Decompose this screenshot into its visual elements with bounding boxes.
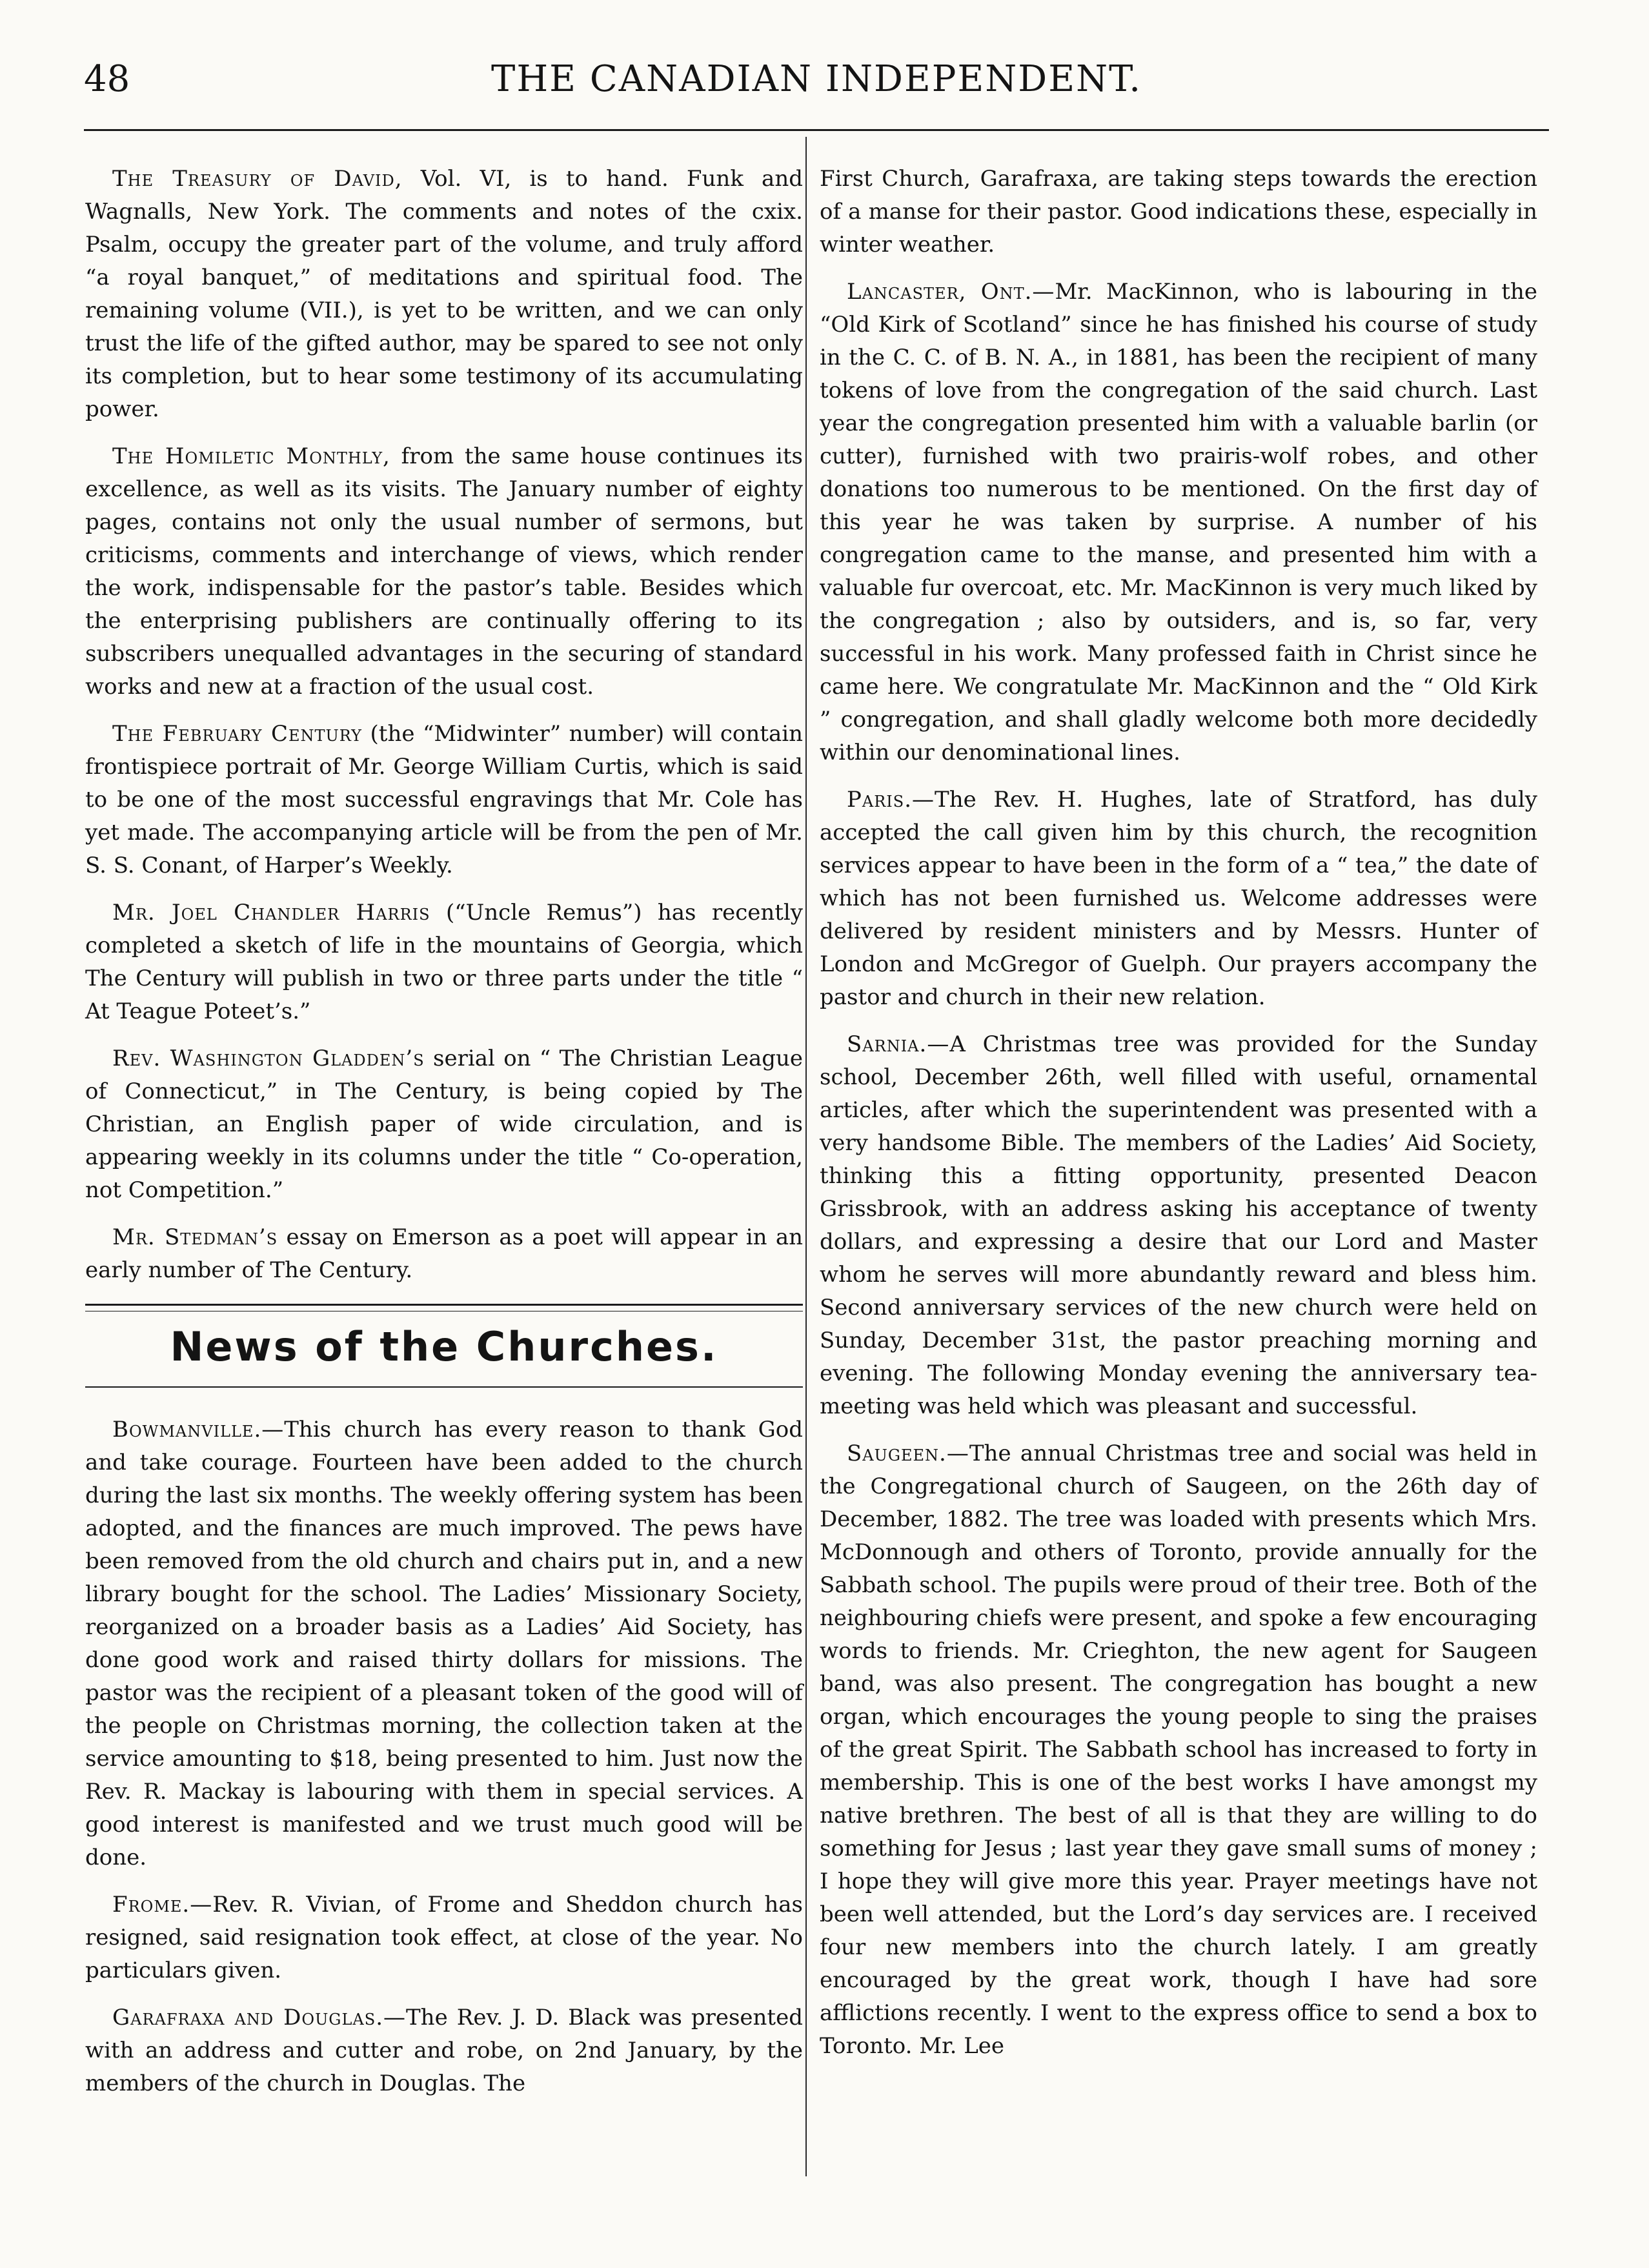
news-lead: Bowmanville.— xyxy=(112,1417,285,1443)
notice-february-century xyxy=(85,718,803,882)
news-saugeen xyxy=(820,1437,1537,2063)
banner-double-rule xyxy=(85,1304,803,1311)
notice-text: essay on Emerson as a poet will appear in an early number of The Century. xyxy=(85,1224,803,1283)
news-text: A Christmas tree was provided for the Sunday school, December 26th, well filled with useful, ornamental articles, after which the superintendent was presented with a very handsome Bible. The members of the Ladies’ Aid Society, thinking this a fitting opportunity, presented Deacon Grissbrook, with an address asking his acceptance of twenty dollars, and expressing a desire that our Lord and Master whom he serves will more abundantly reward and bless him. Second anniversary services of the new church were held on Sunday, December 31st, the pastor preaching morning and evening. The following Monday evening the anniversary tea-meeting was held which was pleasant and successful. xyxy=(820,1031,1537,1419)
notice-stedman xyxy=(85,1221,803,1287)
section-banner xyxy=(85,1304,803,1388)
news-text: Rev. R. Vivian, of Frome and Sheddon church has resigned, said resignation took effect, at close of the year. No particulars given. xyxy=(85,1892,803,1983)
news-lead: Lancaster, Ont.— xyxy=(847,279,1055,305)
news-text: The annual Christmas tree and social was held in the Congregational church of Saugeen, on the 26th day of December, 1882. The tree was loaded with presents which Mrs. McDonnough and others of Toronto, provide annually for the Sabbath school. The pupils were proud of their tree. Both of the neighbouring chiefs were present, and spoke a few encouraging words to friends. Mr. Crieghton, the new agent for Saugeen band, was also present. The congregation has bought a new organ, which encourages the young people to sing the praises of the great Spirit. The Sabbath school has increased to forty in membership. This is one of the best works I have amongst my native brethren. The best of all is that they are willing to do something for Jesus ; last year they gave small sums of money ; I hope they will give more this year. Prayer meetings have not been well attended, but the Lord’s day services are. I received four new members into the church lately. I am greatly encouraged by the great work, though I have had sore afflictions recently. I went to the express office to send a box to Toronto. Mr. Lee xyxy=(820,1441,1537,2059)
notice-text: serial on “ The Christian League of Connecticut,” in The Century, is being copied by The Christian, an English paper of wide circulation, and is appearing weekly in its columns under the title “ Co-operation, not Competition.” xyxy=(85,1046,803,1203)
page-header xyxy=(84,57,1549,102)
notice-lead: Mr. Stedman’s xyxy=(112,1224,278,1250)
news-lead: Garafraxa and Douglas.— xyxy=(112,2005,406,2030)
notice-text: (“Uncle Remus”) has recently completed a sketch of life in the mountains of Georgia, which The Century will publish in two or three parts under the title “ At Teague Poteet’s.” xyxy=(85,900,804,1024)
news-lancaster xyxy=(820,276,1537,769)
news-paris xyxy=(820,784,1537,1014)
header-rule xyxy=(84,129,1549,131)
banner-rule xyxy=(85,1386,803,1388)
notice-text: Vol. VI, is to hand. Funk and Wagnalls, New York. The comments and notes of the cxix. Psalm, occupy the greater part of the volume, and truly afford “a royal banquet,” of meditations and spiritual food. The remaining volume (VII.), is yet to be written, and we can only trust the life of the gifted author, may be spared to see not only its completion, but to hear some testimony of its accumulating power. xyxy=(85,166,803,422)
notice-joel-chandler-harris xyxy=(85,896,803,1028)
notice-lead: Mr. Joel Chandler Harris xyxy=(112,900,430,926)
page-number: 48 xyxy=(84,58,130,100)
news-bowmanville xyxy=(85,1413,803,1874)
news-garafraxa-douglas xyxy=(85,2001,803,2100)
notice-treasury-of-david xyxy=(85,163,803,426)
notice-lead: Rev. Washington Gladden’s xyxy=(112,1046,425,1071)
news-garafraxa-continued xyxy=(820,163,1537,261)
notice-lead: The Homiletic Monthly, xyxy=(112,443,390,469)
notice-text: from the same house continues its excellence, as well as its visits. The January number of eighty pages, contains not only the usual number of sermons, but criticisms, comments and interchange of views, which render the work, indispensable for the pastor’s table. Besides which the enterprising publishers are continually offering to its subscribers unequalled advantages in the securing of standard works and new at a fraction of the usual cost. xyxy=(85,443,803,700)
news-lead: Frome.— xyxy=(112,1892,213,1918)
news-lead: Paris.— xyxy=(847,787,935,813)
notice-washington-gladden xyxy=(85,1042,803,1207)
news-lead: Sarnia.— xyxy=(847,1031,950,1057)
news-text: This church has every reason to thank God and take courage. Fourteen have been added to the church during the last six months. The weekly offering system has been adopted, and the finances are much improved. The pews have been removed from the old church and chairs put in, and a new library bought for the school. The Ladies’ Missionary Society, reorganized on a broader basis as a Ladies’ Aid Society, has done good work and raised thirty dollars for missions. The pastor was the recipient of a pleasant token of the good will of the people on Christmas morning, the collection taken at the service amounting to $18, being presented to him. Just now the Rev. R. Mackay is labouring with them in special services. A good interest is manifested and we trust much good will be done. xyxy=(85,1417,803,1870)
notice-lead: The February Century xyxy=(112,721,362,747)
notice-homiletic-monthly xyxy=(85,440,803,704)
news-text: The Rev. J. D. Black was presented with an address and cutter and robe, on 2nd January, by the members of the church in Douglas. The xyxy=(85,2005,803,2096)
section-title: News of the Churches. xyxy=(170,1323,718,1370)
right-column xyxy=(820,163,1537,2063)
news-sarnia xyxy=(820,1028,1537,1423)
news-text: The Rev. H. Hughes, late of Stratford, has duly accepted the call given him by this church, the recognition services appear to have been in the form of a “ tea,” the date of which has not been furnished us. Welcome addresses were delivered by resident ministers and by Messrs. Hunter of London and McGregor of Guelph. Our prayers accompany the pastor and church in their new relation. xyxy=(820,787,1537,1010)
notice-text: (the “Midwinter” number) will contain frontispiece portrait of Mr. George William Curtis, which is said to be one of the most successful engravings that Mr. Cole has yet made. The accompanying article will be from the pen of Mr. S. S. Conant, of Harper’s Weekly. xyxy=(85,721,804,878)
news-text: First Church, Garafraxa, are taking steps towards the erection of a manse for their pastor. Good indications these, especially in winter weather. xyxy=(820,166,1537,258)
news-frome xyxy=(85,1888,803,1987)
news-lead: Saugeen.— xyxy=(847,1441,969,1466)
news-text: Mr. MacKinnon, who is labouring in the “Old Kirk of Scotland” since he has finished his course of study in the C. C. of B. N. A., in 1881, has been the recipient of many tokens of love from the congregation of the said church. Last year the congregation presented him with a valuable barlin (or cutter), furnished with two prairis-wolf robes, and other donations too numerous to be mentioned. On the first day of this year he was taken by surprise. A number of his congregation came to the manse, and presented him with a valuable fur overcoat, etc. Mr. MacKinnon is very much liked by the congregation ; also by outsiders, and is, so far, very successful in his work. Many professed faith in Christ since he came here. We congratulate Mr. MacKinnon and the “ Old Kirk ” congregation, and shall gladly welcome both more decidedly within our denominational lines. xyxy=(820,279,1537,765)
left-column xyxy=(85,163,803,2100)
column-divider xyxy=(805,137,807,2176)
notice-lead: The Treasury of David, xyxy=(112,166,403,192)
masthead-title: THE CANADIAN INDEPENDENT. xyxy=(491,58,1142,100)
